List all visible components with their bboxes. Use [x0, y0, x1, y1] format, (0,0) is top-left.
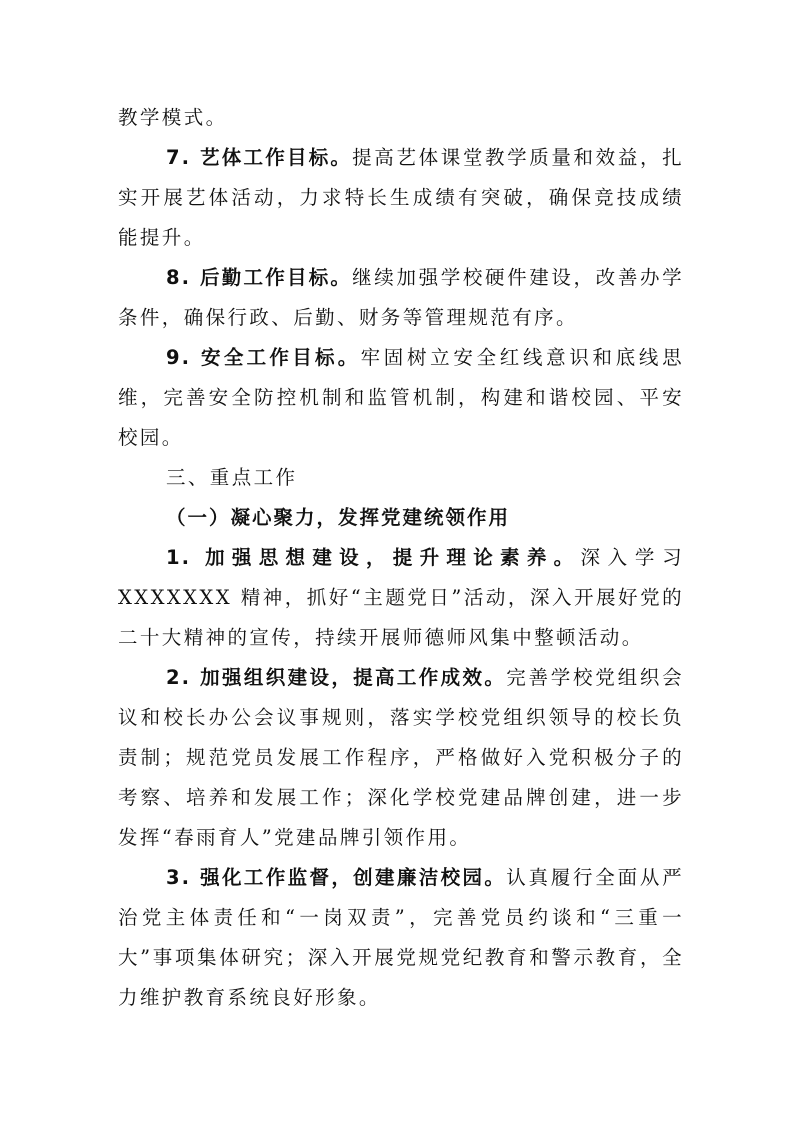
paragraph-lead: 7. 艺体工作目标。 [166, 146, 353, 169]
paragraph-text: 认真履行全面从严治党主体责任和“一岗双责”，完善党员约谈和“三重一大”事项集体研究；深入开展党规党纪教育和警示教育，全力维护教育系统良好形象。 [118, 866, 685, 1009]
paragraph-text: 牢固树立安全红线意识和底线思维，完善安全防控机制和监管机制，构建和谐校园、平安校园。 [118, 346, 685, 449]
paragraph-lead: 8. 后勤工作目标。 [166, 266, 353, 289]
paragraph-organizational-building [118, 658, 684, 858]
paragraph-continuation [118, 98, 684, 138]
paragraph-safety-goal [118, 338, 684, 458]
paragraph-text: 完善学校党组织会议和校长办公会议事规则，落实学校党组织领导的校长负责制；规范党员发展工作程序，严格做好入党积极分子的考察、培养和发展工作；深化学校党建品牌创建，进一步发挥“春雨育人”党建品牌引领作用。 [118, 666, 685, 849]
paragraph-ideological-building [118, 538, 684, 658]
paragraph-lead: 3. 强化工作监督，创建廉洁校园。 [166, 866, 507, 889]
paragraph-text: 提高艺体课堂教学质量和效益，扎实开展艺体活动，力求特长生成绩有突破，确保竞技成绩能提升。 [118, 146, 684, 249]
paragraph-art-sports-goal [118, 138, 684, 258]
paragraph-lead: 2. 加强组织建设，提高工作成效。 [166, 666, 507, 689]
document-body [118, 98, 684, 1018]
paragraph-lead: 9. 安全工作目标。 [166, 346, 361, 369]
subsection-heading: （一）凝心聚力，发挥党建统领作用 [166, 506, 511, 529]
paragraph-text: 教学模式。 [118, 106, 228, 129]
paragraph-lead: 1. 加强思想建设，提升理论素养。 [166, 546, 581, 569]
paragraph-supervision [118, 858, 684, 1018]
paragraph-text: 深入学习 XXXXXXX 精神，抓好“主题党日”活动，深入开展好党的二十大精神的宣传，持续开展师德师风集中整顿活动。 [118, 546, 684, 649]
paragraph-text: 继续加强学校硬件建设，改善办学条件，确保行政、后勤、财务等管理规范有序。 [118, 266, 684, 329]
paragraph-logistics-goal [118, 258, 684, 338]
section-heading: 三、重点工作 [166, 466, 298, 489]
